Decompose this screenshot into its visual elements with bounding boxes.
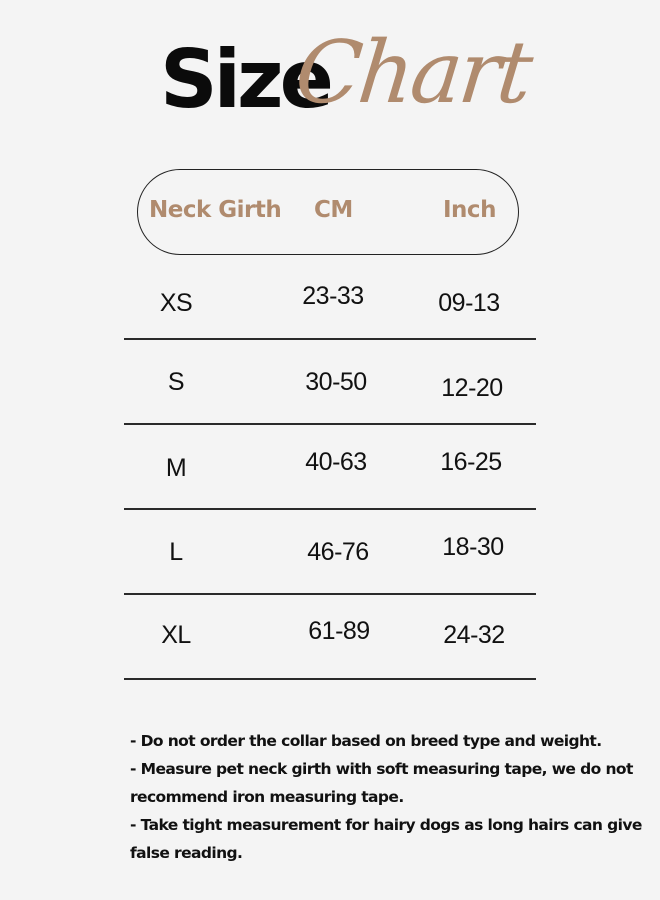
note-line: recommend iron measuring tape.: [130, 788, 404, 806]
sizing-notes: [130, 727, 642, 867]
row-xs-size: XS: [159, 289, 193, 317]
row-m-size: M: [165, 454, 187, 482]
header-neck-girth: Neck Girth: [149, 197, 282, 223]
row-s-cm: 30-50: [305, 368, 367, 396]
row-xs-inch: 09-13: [438, 289, 500, 317]
header-cm: CM: [314, 197, 353, 223]
row-divider: [124, 593, 536, 595]
row-s-inch: 12-20: [441, 374, 503, 402]
row-divider: [124, 508, 536, 510]
note-line: - Do not order the collar based on breed type and weight.: [130, 732, 602, 750]
row-m-cm: 40-63: [305, 448, 367, 476]
row-xs-cm: 23-33: [302, 282, 364, 310]
title-size-word: Size: [160, 33, 330, 126]
row-l-cm: 46-76: [307, 538, 369, 566]
row-divider: [124, 423, 536, 425]
header-inch: Inch: [443, 197, 496, 223]
note-line: - Take tight measurement for hairy dogs as long hairs can give: [130, 816, 642, 834]
row-divider: [124, 678, 536, 680]
row-s-size: S: [167, 368, 185, 396]
row-xl-cm: 61-89: [308, 617, 370, 645]
row-m-inch: 16-25: [440, 448, 502, 476]
row-xl-size: XL: [161, 621, 191, 649]
row-divider: [124, 338, 536, 340]
row-xl-inch: 24-32: [443, 621, 505, 649]
row-l-inch: 18-30: [442, 533, 504, 561]
title-chart-word: Chart: [290, 23, 535, 123]
note-line: - Measure pet neck girth with soft measuring tape, we do not: [130, 760, 633, 778]
note-line: false reading.: [130, 844, 243, 862]
row-l-size: L: [169, 538, 183, 566]
